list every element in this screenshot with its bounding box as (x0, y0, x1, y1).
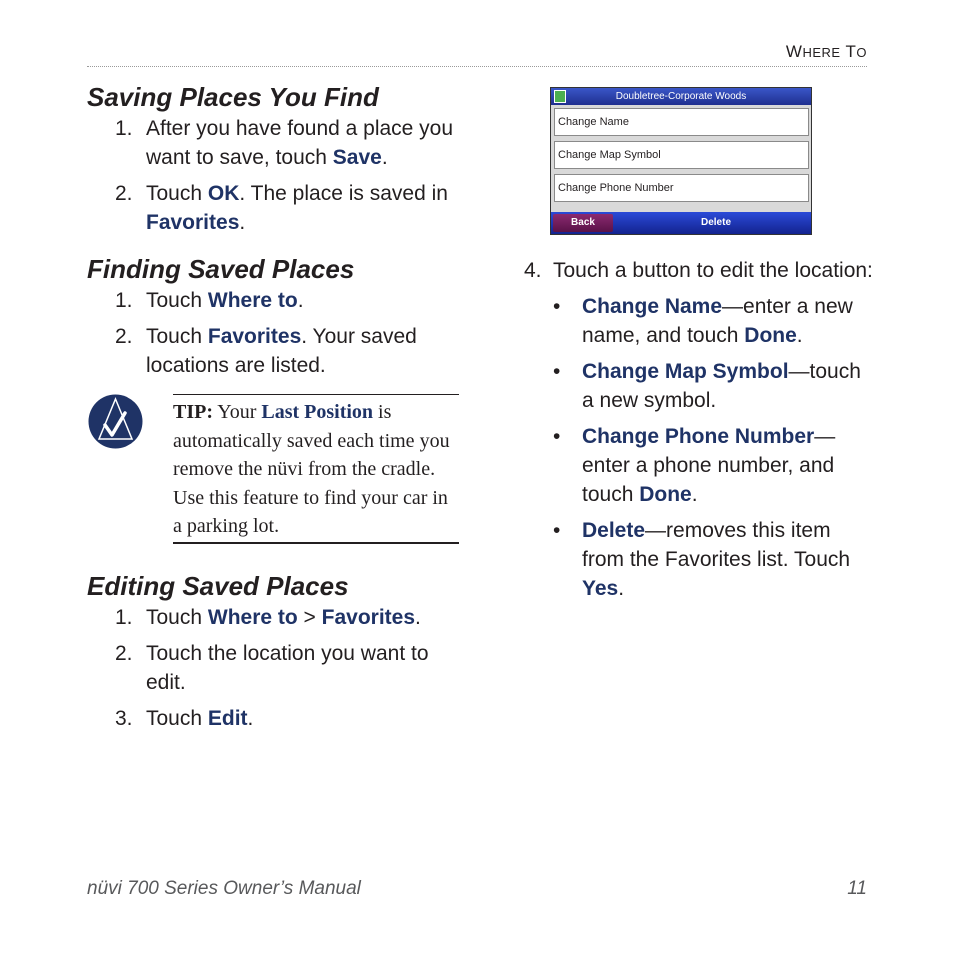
change-name-button[interactable]: Change Name (554, 108, 809, 136)
device-screen (550, 87, 812, 235)
tip-label: TIP: (173, 401, 213, 423)
keyword-ok: OK (207, 182, 240, 205)
keyword-done: Done (639, 483, 692, 506)
finding-step-2: 2. Touch Favorites. Your saved locations are listed. (115, 325, 417, 377)
tip-text: TIP: Your Last Position is automatically saved each time you remove the nüvi from the cradle. Use this feature to find your car in a parking lot. (173, 401, 450, 537)
step-4: 4. Touch a button to edit the location: (524, 259, 873, 282)
saving-step-1: 1. After you have found a place you want to save, touch Save. (115, 117, 454, 169)
keyword-favorites: Favorites (207, 325, 302, 348)
keyword-where-to: Where to (207, 289, 298, 312)
change-phone-number-button[interactable]: Change Phone Number (554, 174, 809, 202)
favorite-flag-icon (554, 90, 566, 103)
tip-top-rule (173, 394, 459, 395)
bullet-change-name: • Change Name—enter a new name, and touch Done. (553, 295, 853, 347)
saving-step-2: 2. Touch OK. The place is saved in Favorites. (115, 182, 448, 234)
screen-title: Doubletree-Corporate Woods (615, 91, 747, 102)
header-divider (87, 66, 867, 67)
keyword-favorites: Favorites (321, 606, 416, 629)
editing-step-2: 2. Touch the location you want to edit. (115, 642, 429, 694)
bullet-delete: • Delete—removes this item from the Favorites list. Touch Yes. (553, 519, 851, 600)
editing-step-1: 1. Touch Where to > Favorites. (115, 606, 421, 629)
delete-button[interactable]: Delete (700, 217, 731, 228)
heading-editing: Editing Saved Places (87, 571, 349, 601)
heading-finding: Finding Saved Places (87, 254, 355, 284)
page-number: 11 (847, 878, 867, 899)
change-map-symbol-button[interactable]: Change Map Symbol (554, 141, 809, 169)
bullet-change-phone-number: • Change Phone Number— enter a phone number, and touch Done. (553, 425, 836, 506)
keyword-yes: Yes (582, 577, 619, 600)
keyword-done: Done (744, 324, 797, 347)
tip-bottom-rule (173, 542, 459, 544)
screen-title-bar (551, 88, 811, 105)
bullet-change-map-symbol: • Change Map Symbol—touch a new symbol. (553, 360, 861, 412)
section-title: WHERE TO (785, 42, 867, 61)
checkmark-tip-icon (87, 393, 144, 450)
footer-manual-title: nüvi 700 Series Owner’s Manual (87, 878, 361, 899)
back-button[interactable]: Back (553, 214, 613, 232)
keyword-where-to: Where to (207, 606, 298, 629)
editing-step-3: 3. Touch Edit. (115, 707, 254, 730)
screen-bottom-bar (551, 212, 811, 234)
finding-step-1: 1. Touch Where to. (115, 289, 304, 312)
keyword-edit: Edit (207, 707, 248, 730)
keyword-last-position: Last Position (261, 401, 374, 423)
keyword-favorites: Favorites (146, 211, 240, 234)
keyword-save: Save (332, 146, 382, 169)
heading-saving: Saving Places You Find (87, 82, 379, 112)
